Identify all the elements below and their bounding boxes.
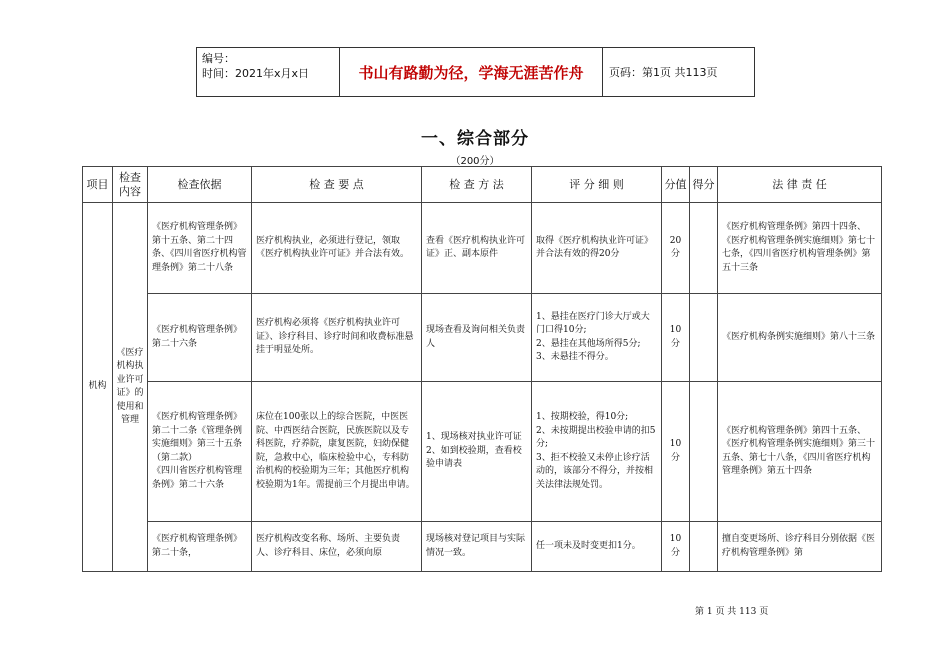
header-meta xyxy=(197,48,340,96)
basis-cell: 《医疗机构管理条例》第二十六条 xyxy=(148,294,252,382)
liability-cell: 《医疗机构条例实施细则》第八十三条 xyxy=(718,294,882,382)
score-cell: 10分 xyxy=(662,522,690,572)
score-cell: 10分 xyxy=(662,382,690,522)
method-cell: 现场查看及询问相关负责人 xyxy=(422,294,532,382)
basis-cell: 《医疗机构管理条例》第二十条， xyxy=(148,522,252,572)
col-header-points: 检 查 要 点 xyxy=(252,167,422,203)
project-cell: 机构 xyxy=(83,203,113,572)
basis-cell: 《医疗机构管理条例》第二十二条《管理条例实施细则》第三十五条（第二款） 《四川省医疗机构管理条例》第二十六条 xyxy=(148,382,252,522)
header-motto: 书山有路勤为径，学海无涯苦作舟 xyxy=(340,48,603,96)
col-header-method: 检 查 方 法 xyxy=(422,167,532,203)
table-row xyxy=(83,203,882,294)
got-cell xyxy=(690,522,718,572)
method-cell: 查看《医疗机构执业许可证》正、副本原件 xyxy=(422,203,532,294)
liability-cell: 《医疗机构管理条例》第四十四条、《医疗机构管理条例实施细则》第七十七条，《四川省医疗机构管理条例》第五十三条 xyxy=(718,203,882,294)
table-row xyxy=(83,522,882,572)
content-cell: 《医疗机构执业许可证》的使用和管理 xyxy=(113,203,148,572)
col-header-project: 项目 xyxy=(83,167,113,203)
points-cell: 医疗机构改变名称、场所、主要负责人、诊疗科目、床位，必须向原 xyxy=(252,522,422,572)
got-cell xyxy=(690,382,718,522)
points-cell: 医疗机构必须将《医疗机构执业许可证》、诊疗科目、诊疗时间和收费标准悬挂于明显处所。 xyxy=(252,294,422,382)
scoring-cell: 任一项未及时变更扣1分。 xyxy=(532,522,662,572)
scoring-cell: 1、悬挂在医疗门诊大厅或大门口得10分; 2、悬挂在其他场所得5分; 3、未悬挂不得分。 xyxy=(532,294,662,382)
method-cell: 现场核对登记项目与实际情况一致。 xyxy=(422,522,532,572)
page-subtitle: （200分） xyxy=(450,156,500,167)
liability-cell: 《医疗机构管理条例》第四十五条、《医疗机构管理条例实施细则》第三十五条、第七十八条，《四川省医疗机构管理条例》第五十四条 xyxy=(718,382,882,522)
liability-cell: 擅自变更场所、诊疗科目分别依据《医疗机构管理条例》第 xyxy=(718,522,882,572)
points-cell: 床位在100张以上的综合医院，中医医院、中西医结合医院，民族医院以及专科医院，疗养院，康复医院，妇幼保健院，急救中心，临床检验中心，专科防治机构的校验期为三年；其他医疗机构校验期为1年。需提前三个月提出申请。 xyxy=(252,382,422,522)
points-cell: 医疗机构执业，必须进行登记，领取《医疗机构执业许可证》并合法有效。 xyxy=(252,203,422,294)
table-row xyxy=(83,382,882,522)
inspection-table xyxy=(82,166,882,572)
col-header-content: 检查内容 xyxy=(113,167,148,203)
scoring-cell: 取得《医疗机构执业许可证》并合法有效的得20分 xyxy=(532,203,662,294)
page-footer: 第 1 页 共 113 页 xyxy=(695,607,769,617)
table-header-row xyxy=(83,167,882,203)
scoring-cell: 1、按期校验，得10分; 2、未按期提出校验申请的扣5分; 3、拒不校验又未停止诊疗活动的，该部分不得分，并按相关法律法规处罚。 xyxy=(532,382,662,522)
col-header-liability: 法 律 责 任 xyxy=(718,167,882,203)
basis-cell: 《医疗机构管理条例》第十五条、第二十四条、《四川省医疗机构管理条例》第二十八条 xyxy=(148,203,252,294)
col-header-scoring: 评 分 细 则 xyxy=(532,167,662,203)
document-header xyxy=(196,47,755,97)
got-cell xyxy=(690,203,718,294)
col-header-score: 分值 xyxy=(662,167,690,203)
page-number: 页码：第1页 共113页 xyxy=(609,66,718,79)
score-cell: 20分 xyxy=(662,203,690,294)
page-title: 一、综合部分 xyxy=(421,129,529,149)
time-label: 时间：2021年x月x日 xyxy=(202,67,310,80)
got-cell xyxy=(690,294,718,382)
col-header-basis: 检查依据 xyxy=(148,167,252,203)
table-row xyxy=(83,294,882,382)
score-cell: 10分 xyxy=(662,294,690,382)
method-cell: 1、现场核对执业许可证 2、如到校验期，查看校验申请表 xyxy=(422,382,532,522)
number-label: 编号： xyxy=(202,52,235,65)
col-header-got: 得分 xyxy=(690,167,718,203)
